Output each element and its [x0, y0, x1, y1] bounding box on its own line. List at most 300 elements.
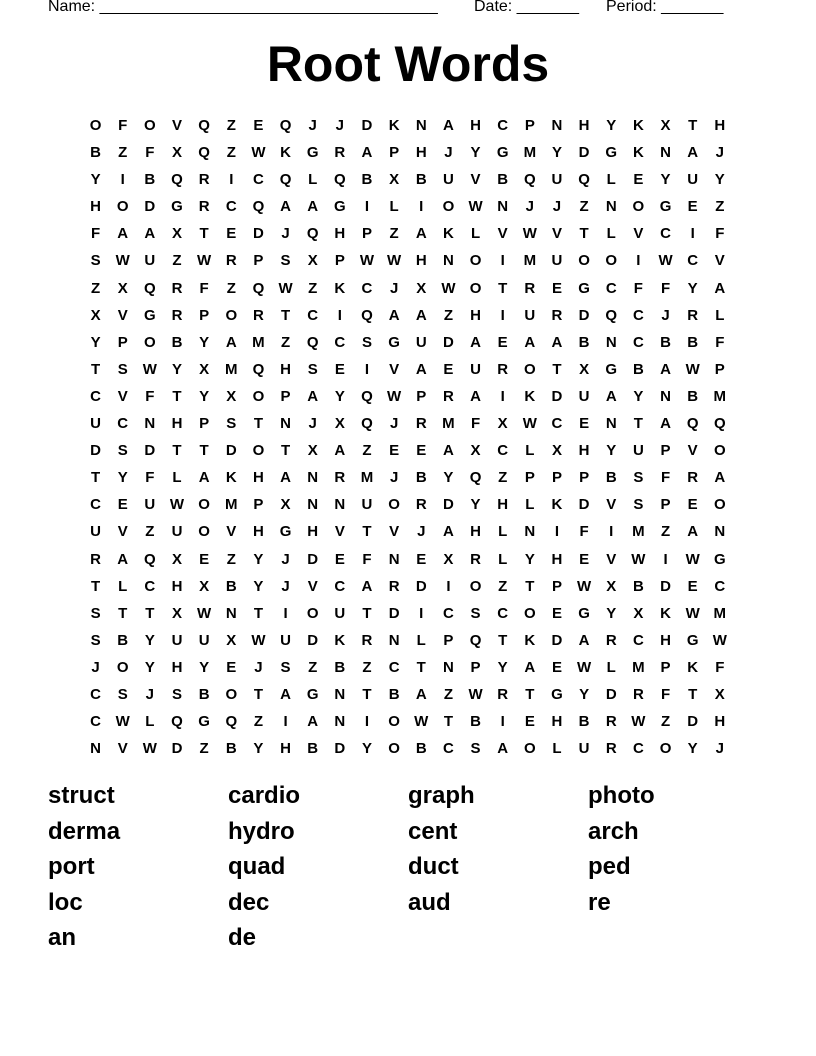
grid-letter[interactable]: X: [199, 577, 210, 595]
grid-letter[interactable]: B: [361, 171, 373, 189]
grid-letter[interactable]: Z: [443, 685, 453, 703]
grid-letter[interactable]: B: [225, 577, 237, 595]
grid-letter[interactable]: N: [334, 496, 346, 514]
grid-letter[interactable]: K: [388, 117, 400, 134]
grid-letter[interactable]: A: [551, 333, 563, 351]
grid-letter[interactable]: J: [281, 550, 290, 568]
grid-letter[interactable]: D: [551, 631, 563, 649]
grid-letter[interactable]: Z: [226, 279, 236, 297]
grid-letter[interactable]: I: [283, 604, 288, 622]
grid-letter[interactable]: O: [632, 198, 645, 216]
grid-letter[interactable]: A: [117, 225, 129, 243]
grid-letter[interactable]: K: [660, 604, 671, 622]
grid-letter[interactable]: Q: [198, 144, 210, 162]
grid-letter[interactable]: V: [687, 442, 698, 460]
grid-letter[interactable]: I: [229, 171, 234, 189]
grid-letter[interactable]: J: [444, 144, 453, 162]
grid-letter[interactable]: B: [90, 144, 101, 162]
grid-letter[interactable]: R: [334, 144, 346, 162]
grid-letter[interactable]: J: [552, 198, 562, 216]
grid-letter[interactable]: C: [90, 387, 101, 405]
grid-letter[interactable]: Q: [144, 550, 156, 568]
grid-letter[interactable]: H: [551, 550, 563, 568]
grid-letter[interactable]: N: [280, 415, 291, 433]
grid-letter[interactable]: E: [117, 496, 128, 514]
grid-letter[interactable]: P: [416, 387, 427, 405]
grid-letter[interactable]: M: [442, 415, 455, 433]
grid-letter[interactable]: R: [334, 469, 346, 487]
grid-letter[interactable]: Y: [253, 740, 264, 758]
grid-letter[interactable]: P: [443, 631, 454, 649]
grid-letter[interactable]: F: [660, 469, 671, 487]
grid-letter[interactable]: Z: [660, 523, 671, 541]
grid-letter[interactable]: U: [171, 523, 183, 541]
grid-letter[interactable]: G: [306, 144, 319, 162]
grid-letter[interactable]: H: [660, 631, 671, 649]
grid-letter[interactable]: S: [470, 740, 481, 758]
grid-letter[interactable]: W: [142, 740, 157, 758]
grid-letter[interactable]: A: [307, 713, 319, 731]
grid-letter[interactable]: J: [417, 523, 426, 541]
grid-letter[interactable]: N: [334, 713, 346, 731]
grid-letter[interactable]: J: [661, 306, 670, 324]
grid-letter[interactable]: Q: [198, 117, 210, 134]
grid-letter[interactable]: L: [172, 469, 182, 487]
grid-letter[interactable]: N: [334, 685, 346, 703]
grid-letter[interactable]: Y: [144, 658, 155, 676]
grid-letter[interactable]: L: [525, 442, 535, 460]
grid-letter[interactable]: Q: [306, 225, 319, 243]
grid-letter[interactable]: K: [524, 387, 536, 405]
grid-letter[interactable]: I: [554, 523, 560, 541]
grid-letter[interactable]: V: [714, 252, 725, 270]
grid-letter[interactable]: E: [334, 550, 345, 568]
grid-letter[interactable]: H: [171, 658, 183, 676]
grid-letter[interactable]: R: [551, 306, 563, 324]
grid-letter[interactable]: P: [551, 469, 562, 487]
grid-letter[interactable]: R: [605, 740, 617, 758]
grid-letter[interactable]: R: [524, 279, 536, 297]
grid-letter[interactable]: L: [389, 198, 399, 216]
grid-letter[interactable]: I: [446, 577, 451, 595]
grid-letter[interactable]: N: [605, 415, 617, 433]
grid-letter[interactable]: P: [199, 306, 210, 324]
grid-letter[interactable]: Q: [713, 415, 726, 433]
grid-letter[interactable]: C: [497, 604, 509, 622]
grid-letter[interactable]: T: [90, 577, 101, 595]
grid-letter[interactable]: A: [307, 198, 319, 216]
grid-letter[interactable]: X: [171, 225, 182, 243]
grid-letter[interactable]: U: [551, 252, 563, 270]
grid-letter[interactable]: Z: [498, 577, 508, 595]
grid-letter[interactable]: A: [578, 631, 590, 649]
grid-letter[interactable]: T: [172, 442, 182, 460]
grid-letter[interactable]: B: [388, 685, 400, 703]
grid-letter[interactable]: X: [660, 117, 671, 134]
grid-letter[interactable]: X: [714, 685, 725, 703]
grid-letter[interactable]: N: [307, 469, 319, 487]
grid-letter[interactable]: W: [251, 631, 266, 649]
grid-letter[interactable]: D: [90, 442, 101, 460]
grid-letter[interactable]: Q: [334, 171, 346, 189]
grid-letter[interactable]: E: [389, 442, 400, 460]
grid-letter[interactable]: W: [115, 252, 130, 270]
grid-letter[interactable]: O: [116, 198, 129, 216]
grid-letter[interactable]: L: [606, 658, 616, 676]
grid-letter[interactable]: X: [171, 604, 182, 622]
grid-letter[interactable]: J: [281, 225, 290, 243]
grid-letter[interactable]: A: [388, 306, 400, 324]
grid-letter[interactable]: B: [470, 713, 481, 731]
grid-letter[interactable]: Q: [469, 469, 482, 487]
grid-letter[interactable]: B: [144, 171, 156, 189]
name-field[interactable]: Name: ______________________________________: [48, 0, 438, 15]
grid-letter[interactable]: Z: [308, 279, 318, 297]
grid-letter[interactable]: Q: [171, 713, 183, 731]
grid-letter[interactable]: N: [605, 198, 617, 216]
grid-letter[interactable]: T: [525, 577, 535, 595]
grid-letter[interactable]: C: [632, 631, 644, 649]
grid-letter[interactable]: Y: [470, 496, 481, 514]
grid-letter[interactable]: P: [389, 144, 400, 162]
grid-letter[interactable]: V: [117, 740, 128, 758]
grid-letter[interactable]: O: [198, 523, 210, 541]
grid-letter[interactable]: A: [280, 198, 291, 216]
grid-letter[interactable]: X: [633, 604, 644, 622]
grid-letter[interactable]: K: [334, 279, 346, 297]
grid-letter[interactable]: U: [144, 252, 156, 270]
grid-letter[interactable]: D: [578, 496, 590, 514]
grid-letter[interactable]: J: [389, 279, 399, 297]
grid-letter[interactable]: A: [144, 225, 156, 243]
grid-letter[interactable]: N: [388, 631, 400, 649]
grid-letter[interactable]: K: [280, 144, 291, 162]
grid-letter[interactable]: Y: [687, 740, 698, 758]
grid-letter[interactable]: N: [605, 333, 617, 351]
grid-letter[interactable]: H: [307, 523, 319, 541]
grid-letter[interactable]: M: [225, 360, 238, 378]
grid-letter[interactable]: A: [497, 740, 509, 758]
grid-letter[interactable]: I: [337, 306, 342, 324]
grid-letter[interactable]: C: [90, 685, 101, 703]
grid-letter[interactable]: U: [171, 631, 183, 649]
grid-letter[interactable]: I: [419, 198, 424, 216]
grid-letter[interactable]: X: [280, 496, 291, 514]
grid-letter[interactable]: Y: [199, 333, 210, 351]
grid-letter[interactable]: B: [415, 469, 427, 487]
grid-letter[interactable]: Q: [578, 171, 590, 189]
grid-letter[interactable]: B: [307, 740, 319, 758]
grid-letter[interactable]: Q: [306, 333, 319, 351]
grid-letter[interactable]: R: [361, 631, 373, 649]
grid-letter[interactable]: C: [252, 171, 264, 189]
grid-letter[interactable]: G: [144, 306, 156, 324]
grid-letter[interactable]: H: [280, 360, 291, 378]
grid-letter[interactable]: W: [685, 360, 700, 378]
grid-letter[interactable]: K: [551, 496, 563, 514]
grid-letter[interactable]: R: [415, 415, 427, 433]
grid-letter[interactable]: Q: [252, 360, 265, 378]
grid-letter[interactable]: Z: [145, 523, 155, 541]
grid-letter[interactable]: B: [632, 360, 644, 378]
grid-letter[interactable]: Z: [579, 198, 589, 216]
grid-letter[interactable]: C: [632, 333, 644, 351]
grid-letter[interactable]: O: [89, 117, 102, 134]
grid-letter[interactable]: L: [145, 713, 155, 731]
grid-letter[interactable]: M: [225, 496, 238, 514]
grid-letter[interactable]: R: [171, 279, 183, 297]
grid-letter[interactable]: J: [389, 415, 399, 433]
grid-letter[interactable]: W: [522, 415, 537, 433]
grid-letter[interactable]: A: [415, 685, 427, 703]
grid-letter[interactable]: C: [632, 740, 644, 758]
grid-letter[interactable]: S: [280, 658, 291, 676]
grid-letter[interactable]: X: [579, 360, 590, 378]
grid-letter[interactable]: W: [197, 252, 212, 270]
grid-letter[interactable]: T: [118, 604, 128, 622]
grid-letter[interactable]: W: [577, 658, 592, 676]
grid-letter[interactable]: K: [632, 144, 644, 162]
grid-letter[interactable]: L: [416, 631, 426, 649]
grid-letter[interactable]: C: [551, 415, 563, 433]
grid-letter[interactable]: F: [90, 225, 101, 243]
grid-letter[interactable]: O: [713, 442, 726, 460]
grid-letter[interactable]: I: [500, 306, 505, 324]
grid-letter[interactable]: O: [198, 496, 210, 514]
grid-letter[interactable]: T: [525, 685, 535, 703]
grid-letter[interactable]: A: [605, 387, 617, 405]
grid-letter[interactable]: A: [225, 333, 237, 351]
grid-letter[interactable]: F: [199, 279, 209, 297]
grid-letter[interactable]: F: [579, 523, 589, 541]
grid-letter[interactable]: L: [308, 171, 318, 189]
grid-letter[interactable]: E: [497, 333, 508, 351]
grid-letter[interactable]: O: [388, 496, 400, 514]
grid-letter[interactable]: E: [633, 171, 644, 189]
grid-letter[interactable]: C: [90, 713, 101, 731]
grid-letter[interactable]: X: [416, 279, 427, 297]
grid-letter[interactable]: V: [606, 496, 617, 514]
grid-letter[interactable]: J: [254, 658, 263, 676]
grid-letter[interactable]: P: [660, 496, 671, 514]
grid-letter[interactable]: Y: [470, 144, 481, 162]
grid-letter[interactable]: D: [578, 144, 590, 162]
grid-letter[interactable]: H: [334, 225, 346, 243]
grid-letter[interactable]: X: [226, 631, 237, 649]
grid-letter[interactable]: B: [578, 713, 590, 731]
grid-letter[interactable]: F: [660, 279, 671, 297]
grid-letter[interactable]: B: [605, 469, 617, 487]
grid-letter[interactable]: I: [636, 252, 641, 270]
grid-letter[interactable]: O: [469, 279, 482, 297]
grid-letter[interactable]: U: [90, 415, 101, 433]
grid-letter[interactable]: A: [660, 360, 671, 378]
grid-letter[interactable]: E: [687, 577, 698, 595]
grid-letter[interactable]: L: [552, 740, 562, 758]
grid-letter[interactable]: C: [117, 415, 129, 433]
grid-letter[interactable]: E: [226, 225, 237, 243]
grid-letter[interactable]: R: [415, 496, 427, 514]
grid-letter[interactable]: I: [500, 713, 505, 731]
grid-letter[interactable]: K: [524, 631, 536, 649]
grid-letter[interactable]: E: [687, 198, 698, 216]
grid-letter[interactable]: E: [443, 360, 454, 378]
grid-letter[interactable]: U: [524, 306, 536, 324]
grid-letter[interactable]: O: [144, 333, 156, 351]
grid-letter[interactable]: J: [308, 415, 317, 433]
grid-letter[interactable]: G: [388, 333, 400, 351]
grid-letter[interactable]: D: [415, 577, 427, 595]
grid-letter[interactable]: T: [416, 658, 426, 676]
grid-letter[interactable]: A: [415, 225, 427, 243]
grid-letter[interactable]: G: [578, 279, 590, 297]
grid-letter[interactable]: V: [497, 225, 508, 243]
grid-letter[interactable]: C: [632, 306, 644, 324]
grid-letter[interactable]: W: [142, 360, 157, 378]
grid-letter[interactable]: R: [171, 306, 183, 324]
grid-letter[interactable]: T: [145, 604, 155, 622]
grid-letter[interactable]: P: [524, 117, 535, 134]
grid-letter[interactable]: H: [470, 306, 481, 324]
grid-letter[interactable]: D: [442, 496, 454, 514]
grid-letter[interactable]: Q: [171, 171, 183, 189]
grid-letter[interactable]: U: [361, 496, 373, 514]
grid-letter[interactable]: Y: [361, 740, 372, 758]
grid-letter[interactable]: N: [524, 523, 536, 541]
grid-letter[interactable]: H: [551, 713, 563, 731]
grid-letter[interactable]: Y: [551, 144, 562, 162]
grid-letter[interactable]: M: [523, 144, 537, 162]
grid-letter[interactable]: B: [660, 333, 671, 351]
grid-letter[interactable]: V: [334, 523, 345, 541]
grid-letter[interactable]: B: [225, 740, 237, 758]
grid-letter[interactable]: Z: [280, 333, 291, 351]
grid-letter[interactable]: A: [524, 658, 536, 676]
grid-letter[interactable]: V: [117, 387, 128, 405]
grid-letter[interactable]: W: [441, 279, 456, 297]
grid-letter[interactable]: G: [334, 198, 346, 216]
grid-letter[interactable]: Y: [253, 577, 264, 595]
grid-letter[interactable]: W: [197, 604, 212, 622]
grid-letter[interactable]: Q: [279, 117, 292, 134]
grid-letter[interactable]: X: [307, 252, 318, 270]
grid-letter[interactable]: Z: [226, 144, 236, 162]
grid-letter[interactable]: V: [117, 523, 128, 541]
grid-letter[interactable]: T: [579, 225, 589, 243]
grid-letter[interactable]: Q: [252, 198, 265, 216]
grid-letter[interactable]: R: [497, 685, 509, 703]
grid-letter[interactable]: A: [442, 442, 454, 460]
grid-letter[interactable]: E: [551, 658, 562, 676]
grid-letter[interactable]: S: [117, 360, 128, 378]
grid-letter[interactable]: D: [307, 550, 319, 568]
grid-letter[interactable]: I: [120, 171, 125, 189]
grid-letter[interactable]: O: [116, 658, 129, 676]
grid-letter[interactable]: N: [144, 415, 156, 433]
grid-letter[interactable]: C: [497, 442, 509, 460]
grid-letter[interactable]: G: [279, 523, 292, 541]
grid-letter[interactable]: I: [419, 604, 424, 622]
grid-letter[interactable]: T: [253, 685, 263, 703]
grid-letter[interactable]: H: [470, 117, 481, 134]
grid-letter[interactable]: R: [225, 252, 237, 270]
grid-letter[interactable]: C: [442, 740, 454, 758]
grid-letter[interactable]: X: [226, 387, 237, 405]
grid-letter[interactable]: E: [579, 415, 590, 433]
grid-letter[interactable]: T: [633, 415, 643, 433]
grid-letter[interactable]: B: [171, 333, 183, 351]
grid-letter[interactable]: B: [687, 387, 699, 405]
grid-letter[interactable]: H: [578, 117, 590, 134]
grid-letter[interactable]: P: [117, 333, 128, 351]
grid-letter[interactable]: D: [578, 306, 590, 324]
grid-letter[interactable]: L: [606, 171, 616, 189]
grid-letter[interactable]: G: [306, 685, 319, 703]
grid-letter[interactable]: X: [551, 442, 562, 460]
grid-letter[interactable]: D: [388, 604, 400, 622]
grid-letter[interactable]: A: [415, 360, 427, 378]
grid-letter[interactable]: N: [307, 496, 319, 514]
grid-letter[interactable]: X: [307, 442, 318, 460]
grid-letter[interactable]: R: [198, 198, 210, 216]
grid-letter[interactable]: T: [362, 604, 372, 622]
grid-letter[interactable]: Z: [443, 306, 453, 324]
grid-letter[interactable]: Y: [90, 333, 101, 351]
grid-letter[interactable]: V: [226, 523, 237, 541]
grid-letter[interactable]: A: [280, 469, 291, 487]
grid-letter[interactable]: S: [90, 631, 101, 649]
grid-letter[interactable]: R: [497, 360, 509, 378]
grid-letter[interactable]: D: [551, 387, 563, 405]
grid-letter[interactable]: F: [145, 144, 155, 162]
grid-letter[interactable]: A: [524, 333, 536, 351]
grid-letter[interactable]: R: [442, 387, 454, 405]
grid-letter[interactable]: T: [280, 442, 291, 460]
grid-letter[interactable]: Z: [172, 252, 182, 270]
grid-letter[interactable]: R: [687, 306, 699, 324]
grid-letter[interactable]: I: [364, 360, 370, 378]
grid-letter[interactable]: O: [523, 360, 536, 378]
grid-letter[interactable]: H: [578, 442, 590, 460]
grid-letter[interactable]: P: [660, 658, 671, 676]
grid-letter[interactable]: U: [470, 360, 481, 378]
grid-letter[interactable]: X: [334, 415, 345, 433]
grid-letter[interactable]: Q: [686, 415, 699, 433]
grid-letter[interactable]: M: [360, 469, 374, 487]
grid-letter[interactable]: F: [145, 387, 155, 405]
grid-letter[interactable]: O: [442, 198, 455, 216]
grid-letter[interactable]: B: [415, 171, 427, 189]
grid-letter[interactable]: T: [362, 685, 372, 703]
grid-letter[interactable]: Q: [605, 306, 618, 324]
grid-letter[interactable]: G: [686, 631, 699, 649]
grid-letter[interactable]: C: [307, 306, 319, 324]
grid-letter[interactable]: O: [388, 740, 400, 758]
grid-letter[interactable]: T: [253, 415, 263, 433]
grid-letter[interactable]: D: [144, 198, 156, 216]
grid-letter[interactable]: W: [115, 713, 130, 731]
grid-letter[interactable]: I: [500, 252, 505, 270]
grid-letter[interactable]: R: [198, 171, 210, 189]
grid-letter[interactable]: W: [278, 279, 293, 297]
grid-letter[interactable]: N: [714, 523, 726, 541]
grid-letter[interactable]: V: [117, 306, 128, 324]
grid-letter[interactable]: W: [712, 631, 727, 649]
grid-letter[interactable]: Q: [361, 306, 373, 324]
grid-letter[interactable]: Y: [171, 360, 182, 378]
grid-letter[interactable]: J: [91, 658, 100, 676]
grid-letter[interactable]: U: [687, 171, 699, 189]
